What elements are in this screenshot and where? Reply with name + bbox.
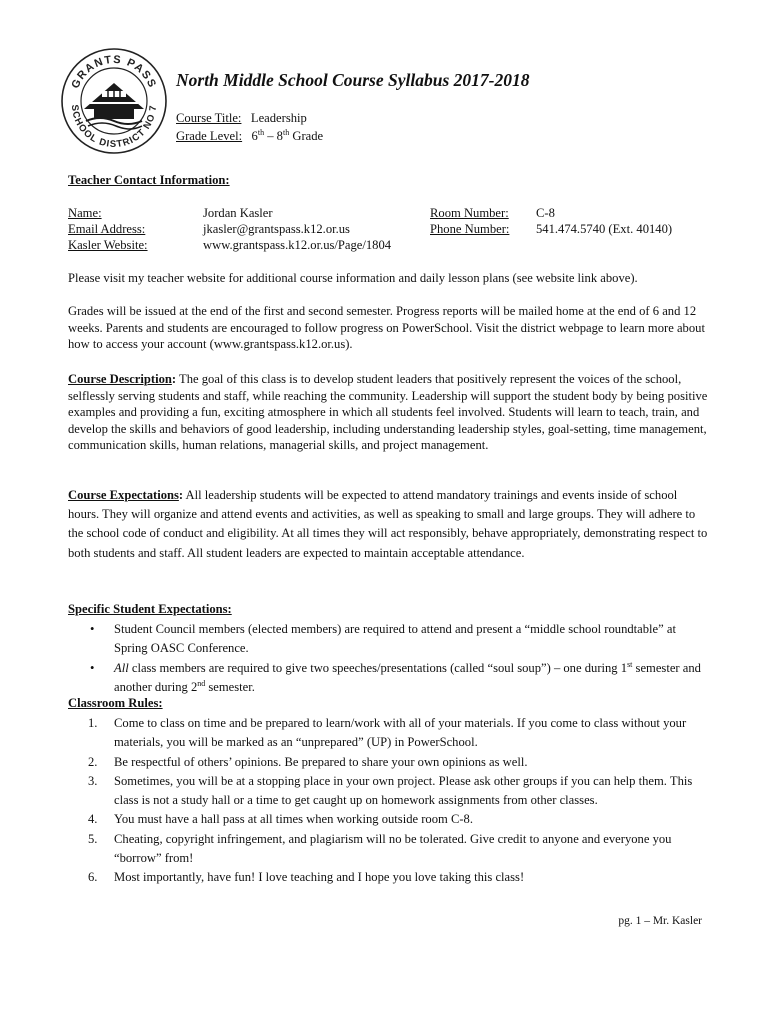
- name-value: Jordan Kasler: [203, 206, 273, 220]
- website-link[interactable]: www.grantspass.k12.or.us/Page/1804: [203, 238, 392, 252]
- room-value: C-8: [536, 206, 555, 220]
- grades-paragraph: Grades will be issued at the end of the first and second semester. Progress reports will be mailed home at the end of 6 and 12 weeks. Parents and students are encouraged to follow progress on PowerSchool. Visit the district webpage to learn more about how to access your account (www.grantspass.k12.or.us).: [68, 304, 705, 352]
- page-footer: pg. 1 – Mr. Kasler: [618, 915, 702, 927]
- grade-level-value: 6th – 8th Grade: [251, 127, 324, 143]
- school-district-seal-logo: [60, 47, 168, 155]
- website-label: Kasler Website:: [68, 238, 148, 252]
- name-label: Name:: [68, 206, 102, 220]
- contact-heading: Teacher Contact Information:: [68, 173, 230, 187]
- course-title-label: Course Title:: [176, 111, 242, 125]
- list-item: • All class members are required to give two speeches/presentations (called “soul soup”) – one during 1st semester and another during 2nd semester.: [68, 659, 708, 698]
- list-item: 3. Sometimes, you will be at a stopping place in your own project. Please ask other groups if you can help them. This class is not a study hall or a time to get caught up on homework assignments from other classes.: [88, 773, 693, 808]
- document-title: North Middle School Course Syllabus 2017-2018: [176, 70, 530, 90]
- course-title-value: Leadership: [250, 111, 307, 125]
- phone-label: Phone Number:: [430, 222, 510, 236]
- course-description-heading: Course Description: [68, 372, 172, 386]
- course-expectations-paragraph: Course Expectations: All leadership students will be expected to attend mandatory trainings and events inside of school hours. They will organize and attend events and activities, as well as speaking to small and large groups. They will adhere to the school code of conduct and eligibility. At all times they will act responsibly, behave appropriately, demonstrating respect to both students and staff. All student leaders are expected to maintain acceptable attendance.: [68, 488, 708, 560]
- course-description-paragraph: Course Description: The goal of this class is to develop student leaders that positively represent the voices of the school, selflessly serving students and staff, while reaching the community. Leadership will support the student body by being positive examples and providing a fun, exciting atmosphere in which all students feel involved. Students will learn to teach, train, and develop the skills and behaviors of good leadership, including understanding leadership styles, goal-setting, time management, communication skills, human relations, managerial skills, and project management.: [68, 372, 708, 453]
- course-expectations-heading: Course Expectations: [68, 488, 179, 502]
- course-info: [176, 109, 323, 145]
- classroom-rules-heading: Classroom Rules:: [68, 696, 163, 710]
- list-item: 6. Most importantly, have fun! I love teaching and I hope you love taking this class!: [88, 870, 525, 885]
- svg-text:SCHOOL DISTRICT NO 7: SCHOOL DISTRICT NO 7: [68, 104, 160, 151]
- list-item: 2. Be respectful of others’ opinions. Be prepared to share your own opinions as well.: [88, 754, 528, 769]
- grade-level-label: Grade Level:: [176, 129, 243, 143]
- list-item: • Student Council members (elected members) are required to attend and present a “middle school roundtable” at Spring OASC Conference.: [68, 620, 708, 659]
- email-link[interactable]: jkasler@grantspass.k12.or.us: [203, 222, 350, 236]
- specific-expectations-list: [68, 620, 708, 697]
- phone-value: 541.474.5740 (Ext. 40140): [536, 222, 673, 236]
- list-item: 4. You must have a hall pass at all times when working outside room C-8.: [88, 812, 474, 827]
- specific-expectations-heading: Specific Student Expectations:: [68, 602, 232, 616]
- svg-text:GRANTS PASS: GRANTS PASS: [69, 53, 159, 91]
- email-label: Email Address:: [68, 222, 146, 236]
- classroom-rules-list: [68, 714, 708, 888]
- list-item: 5. Cheating, copyright infringement, and plagiarism will no be tolerated. Give credit to anyone and everyone you “borrow” from!: [88, 831, 672, 866]
- room-label: Room Number:: [430, 206, 509, 220]
- list-item: 1. Come to class on time and be prepared to learn/work with all of your materials. If you come to class without your materials, you will be marked as an “unprepared” (UP) in PowerSchool.: [88, 716, 687, 750]
- visit-paragraph: Please visit my teacher website for additional course information and daily lesson plans (see website link above).: [68, 271, 638, 285]
